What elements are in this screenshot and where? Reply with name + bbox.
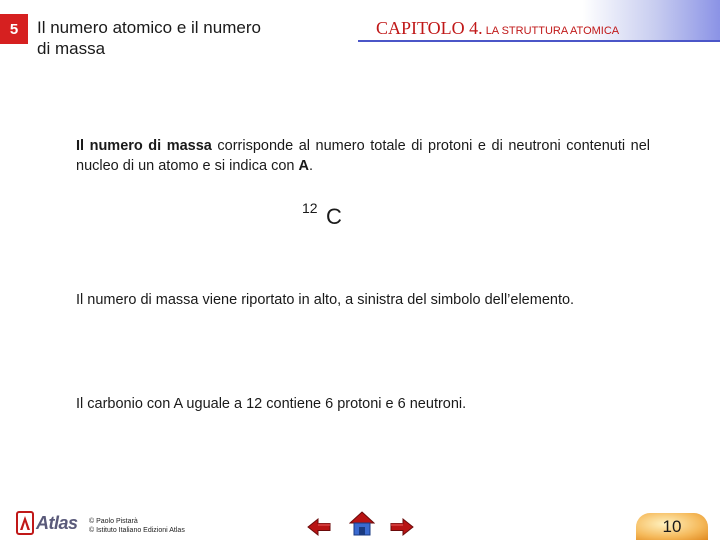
chapter-number: CAPITOLO 4.: [376, 18, 483, 38]
chapter-label: [376, 18, 619, 41]
copyright: [89, 517, 185, 535]
section-title: Il numero atomico e il numero di massa: [37, 18, 261, 58]
home-icon: [349, 511, 375, 537]
logo-text: Atlas: [36, 512, 78, 533]
copyright-author: © Paolo Pistarà: [89, 518, 138, 525]
nuclide-mass-number: 12: [302, 200, 318, 216]
example-paragraph: Il carbonio con A uguale a 12 contiene 6 protoni e 6 neutroni.: [76, 396, 467, 412]
arrow-left-icon: [306, 517, 332, 537]
atlas-logo-icon: [16, 511, 34, 535]
chapter-subtitle: LA STRUTTURA ATOMICA: [485, 25, 620, 37]
definition-text: corrisponde al numero totale di protoni e di neutroni contenuti nel nucleo di un atomo e si indica con: [76, 138, 650, 174]
copyright-publisher: © Istituto Italiano Edizioni Atlas: [89, 527, 185, 534]
explanation-paragraph: Il numero di massa viene riportato in alto, a sinistra del simbolo dell’elemento.: [76, 292, 575, 308]
page-number-badge: 10: [636, 513, 708, 540]
definition-symbol: A: [298, 158, 309, 174]
definition-end: .: [308, 158, 313, 174]
arrow-right-icon: [389, 517, 415, 537]
home-button[interactable]: [349, 513, 375, 535]
definition-paragraph: [76, 136, 650, 176]
publisher-logo: [16, 508, 78, 538]
next-slide-button[interactable]: [389, 516, 415, 538]
previous-slide-button[interactable]: [306, 516, 332, 538]
nuclide-element-symbol: C: [326, 204, 342, 229]
definition-term: Il numero di massa: [76, 138, 212, 154]
section-number-badge: 5: [0, 14, 28, 44]
